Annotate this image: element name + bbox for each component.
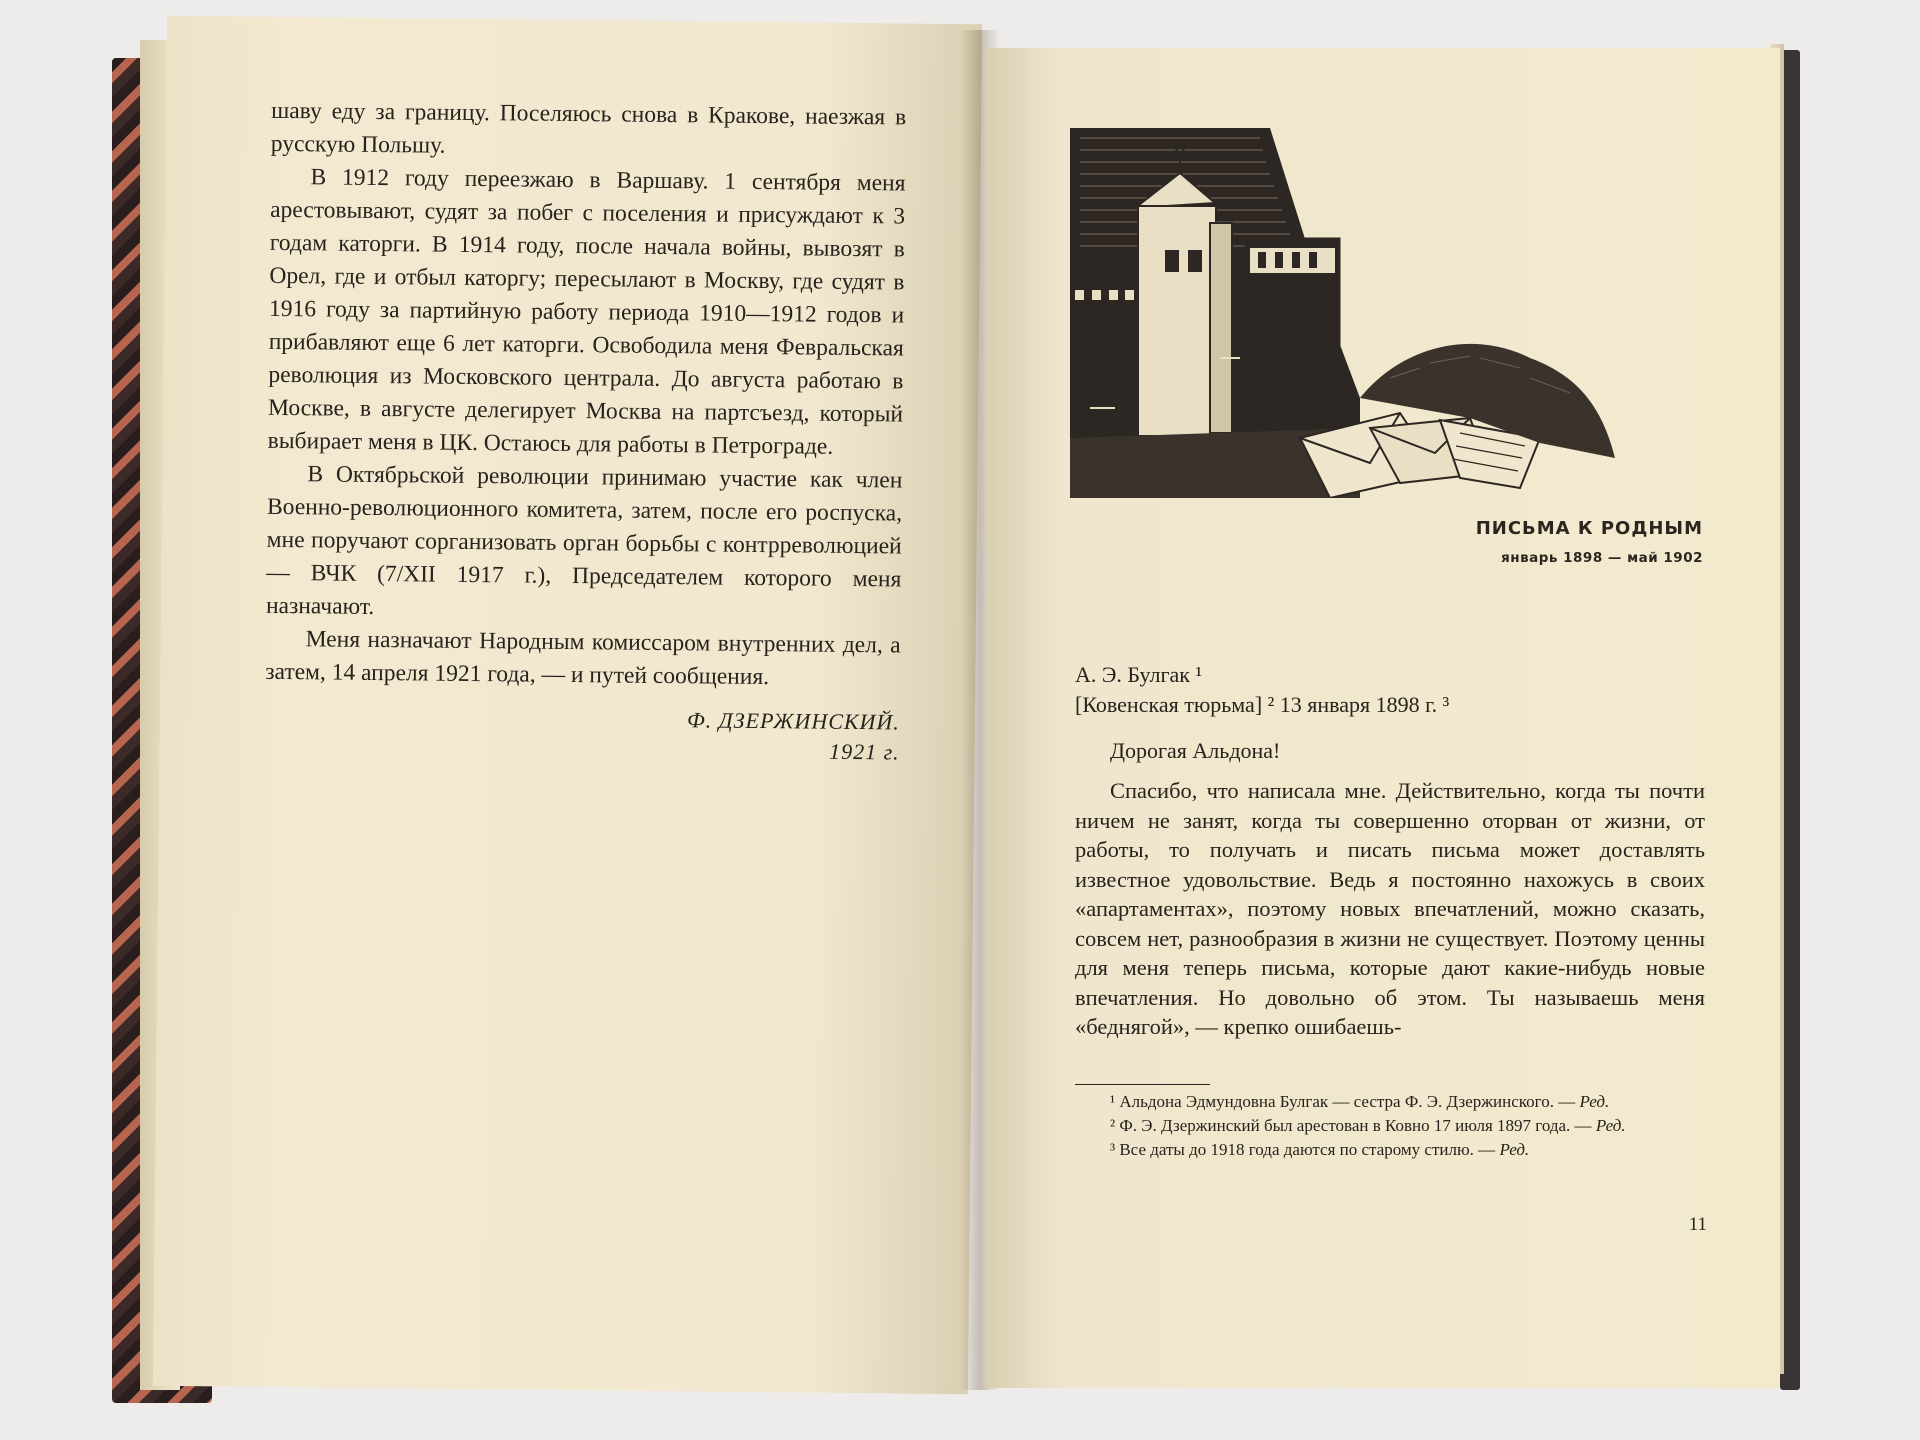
left-page	[153, 16, 982, 1394]
section-heading: ПИСЬМА К РОДНЫМ	[1475, 518, 1703, 539]
left-paragraph-2: В 1912 году переезжаю в Варшаву. 1 сентября меня арестовывают, судят за побег с поселения и присуждают к 3 годам каторги. В 1914 году, после начала войны, вывозят в Орел, где и отбыл каторгу; пересылают в Москву, где судят в 1916 году за партийную работу периода 1910—1912 годов и прибавляют еще 6 лет каторги. Освободила меня Февральская революция из Московского централа. До августа работаю в Москве, в августе делегирует Москва на партсъезд, который выбирает меня в ЦК. Остаюсь для работы в Петрограде.	[267, 164, 906, 460]
page-number: 11	[1688, 1214, 1707, 1235]
left-paragraph-3: В Октябрьской революции принимаю участие как член Военно-революционного комитета, затем, после его роспуска, мне поручают сорганизовать орган борьбы с контрреволюцией — ВЧК (7/XII 1917 г.), Председателем которого меня назначают.	[265, 461, 903, 620]
footnote-rule	[1075, 1084, 1210, 1085]
footnote-2-text: ² Ф. Э. Дзержинский был арестован в Ковно 17 июля 1897 года. —	[1110, 1116, 1596, 1135]
footnote-1	[1075, 1090, 1707, 1114]
letter-addressee: А. Э. Булгак ¹	[1075, 662, 1203, 687]
footnote-1-text: ¹ Альдона Эдмундовна Булгак — сестра Ф. Э. Дзержинского. —	[1110, 1092, 1580, 1111]
footnote-1-ed: Ред.	[1579, 1092, 1610, 1111]
signature-name: Ф. ДЗЕРЖИНСКИЙ.	[686, 707, 900, 735]
letter-header	[1075, 660, 1715, 720]
footnote-3-text: ³ Все даты до 1918 года даются по старому стилю. —	[1110, 1140, 1500, 1159]
footnote-2	[1075, 1114, 1707, 1138]
right-page	[985, 48, 1780, 1388]
footnote-3-ed: Ред.	[1499, 1140, 1530, 1159]
letter-salutation: Дорогая Альдона!	[1110, 738, 1281, 763]
prison-tower-illustration	[1070, 128, 1615, 498]
letter-body	[1075, 760, 1705, 1042]
left-paragraph-4: Меня назначают Народным комиссаром внутренних дел, а затем, 14 апреля 1921 года, — и путей сообщения.	[265, 626, 901, 691]
footnote-2-ed: Ред.	[1595, 1116, 1626, 1135]
footnote-3	[1075, 1138, 1707, 1162]
left-paragraph-1: шаву еду за границу. Поселяюсь снова в Кракове, наезжая в русскую Польшу.	[270, 97, 907, 159]
letter-body-paragraph: Спасибо, что написала мне. Действительно, когда ты почти ничем не занят, когда ты совершенно оторван от жизни, от работы, то получать и писать письма может доставлять известное удовольствие. Ведь я постоянно нахожусь в своих «апартаментах», поэтому новых впечатлений, можно сказать, совсем нет, разнообразия в жизни не существует. Поэтому ценны для меня теперь письма, которые дают какие-нибудь новые впечатления. Но довольно об этом. Ты называешь меня «беднягой», — крепко ошибаешь-	[1075, 778, 1705, 1039]
footnotes	[1075, 1090, 1707, 1162]
letter-place-date: [Ковенская тюрьма] ² 13 января 1898 г. ³	[1075, 692, 1450, 717]
left-page-text	[264, 95, 906, 768]
signature-block	[264, 701, 900, 768]
section-dates: январь 1898 — май 1902	[1501, 550, 1703, 566]
signature-year: 1921 г.	[829, 738, 900, 765]
